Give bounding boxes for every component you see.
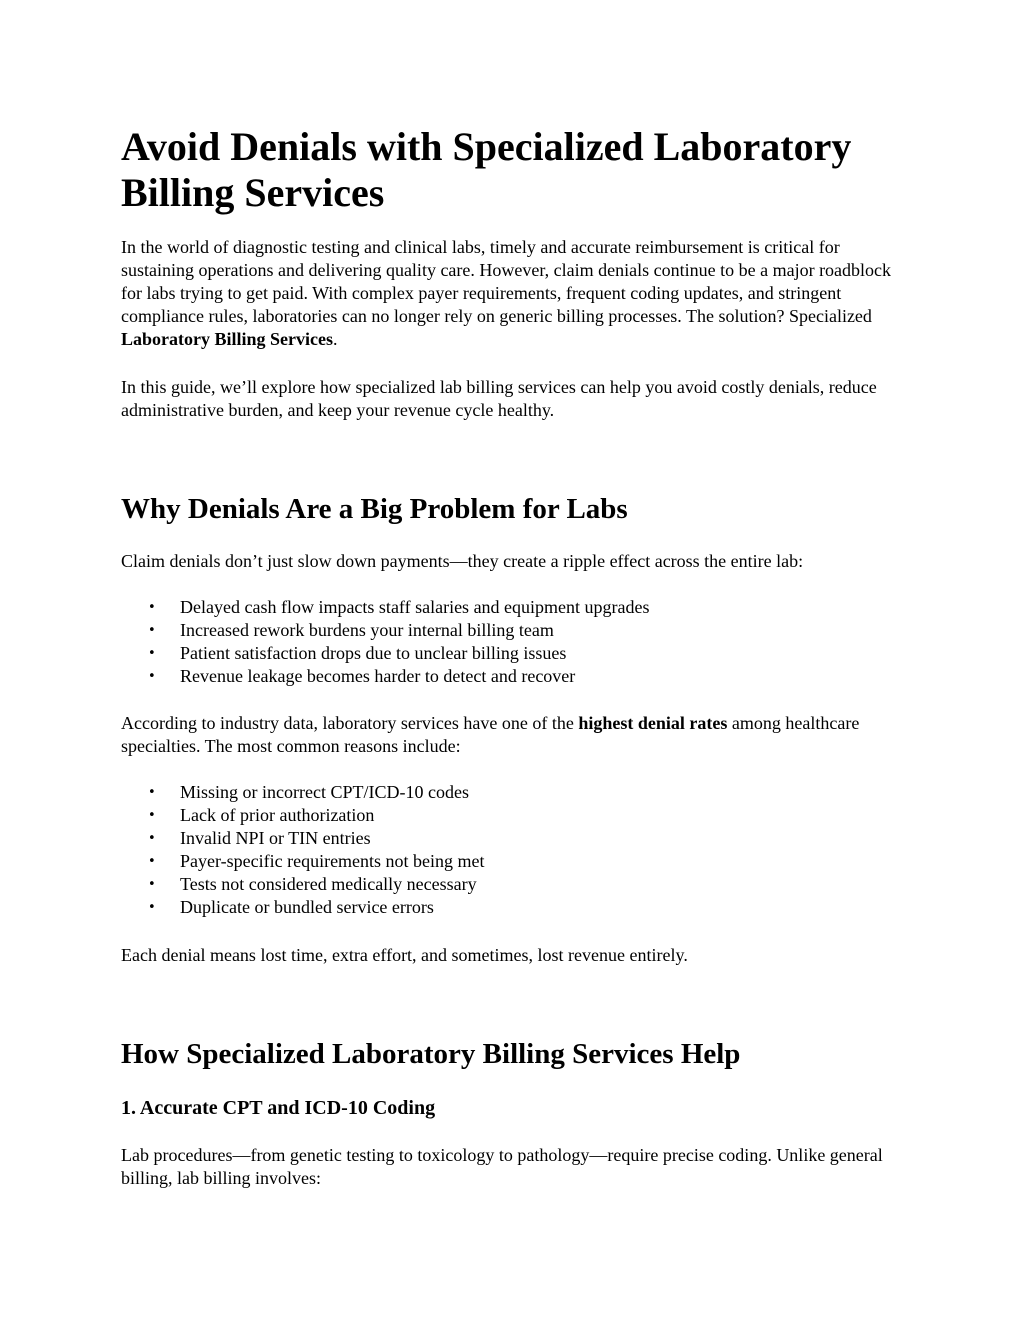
why-lead-paragraph: Claim denials don’t just slow down payments—they create a ripple effect across the entire lab:	[121, 551, 804, 571]
list-item: • Tests not considered medically necessary	[121, 873, 485, 896]
closing-paragraph: Each denial means lost time, extra effort, and sometimes, lost revenue entirely.	[121, 945, 688, 965]
list-item: • Invalid NPI or TIN entries	[121, 827, 485, 850]
section-heading-why: Why Denials Are a Big Problem for Labs	[121, 493, 628, 525]
coding-paragraph: Lab procedures—from genetic testing to toxicology to pathology—require precise coding. Unlike general billing, lab billing involves:	[121, 1145, 883, 1188]
effects-list	[121, 596, 650, 688]
industry-bold-term: highest denial rates	[578, 713, 728, 733]
intro-paragraph	[121, 236, 901, 351]
list-item: • Patient satisfaction drops due to unclear billing issues	[121, 642, 650, 665]
industry-text: According to industry data, laboratory services have one of the	[121, 713, 579, 733]
list-item: • Revenue leakage becomes harder to detect and recover	[121, 665, 650, 688]
list-item: • Lack of prior authorization	[121, 804, 485, 827]
list-item: • Increased rework burdens your internal billing team	[121, 619, 650, 642]
list-item: • Missing or incorrect CPT/ICD-10 codes	[121, 781, 485, 804]
intro-bold-term: Laboratory Billing Services	[121, 329, 333, 349]
list-item: • Duplicate or bundled service errors	[121, 896, 485, 919]
industry-end: among healthcare specialties. The most common reasons include:	[121, 713, 860, 756]
reasons-list	[121, 781, 485, 919]
section-heading-how: How Specialized Laboratory Billing Services Help	[121, 1038, 741, 1070]
list-item: • Payer-specific requirements not being met	[121, 850, 485, 873]
list-item: • Delayed cash flow impacts staff salaries and equipment upgrades	[121, 596, 650, 619]
subsection-heading-coding: 1. Accurate CPT and ICD-10 Coding	[121, 1097, 436, 1119]
guide-paragraph: In this guide, we’ll explore how specialized lab billing services can help you avoid costly denials, reduce administrative burden, and keep your revenue cycle healthy.	[121, 377, 877, 420]
intro-end: .	[332, 329, 338, 349]
intro-text: In the world of diagnostic testing and clinical labs, timely and accurate reimbursement is critical for sustaining operations and delivering quality care. However, claim denials continue to be a major roadblock for labs trying to get paid. With complex payer requirements, frequent coding updates, and stringent compliance rules, laboratories can no longer rely on generic billing processes. The solution? Specialized	[121, 237, 892, 326]
page-title: Avoid Denials with Specialized Laboratory Billing Services	[121, 124, 852, 215]
industry-paragraph	[121, 712, 901, 758]
